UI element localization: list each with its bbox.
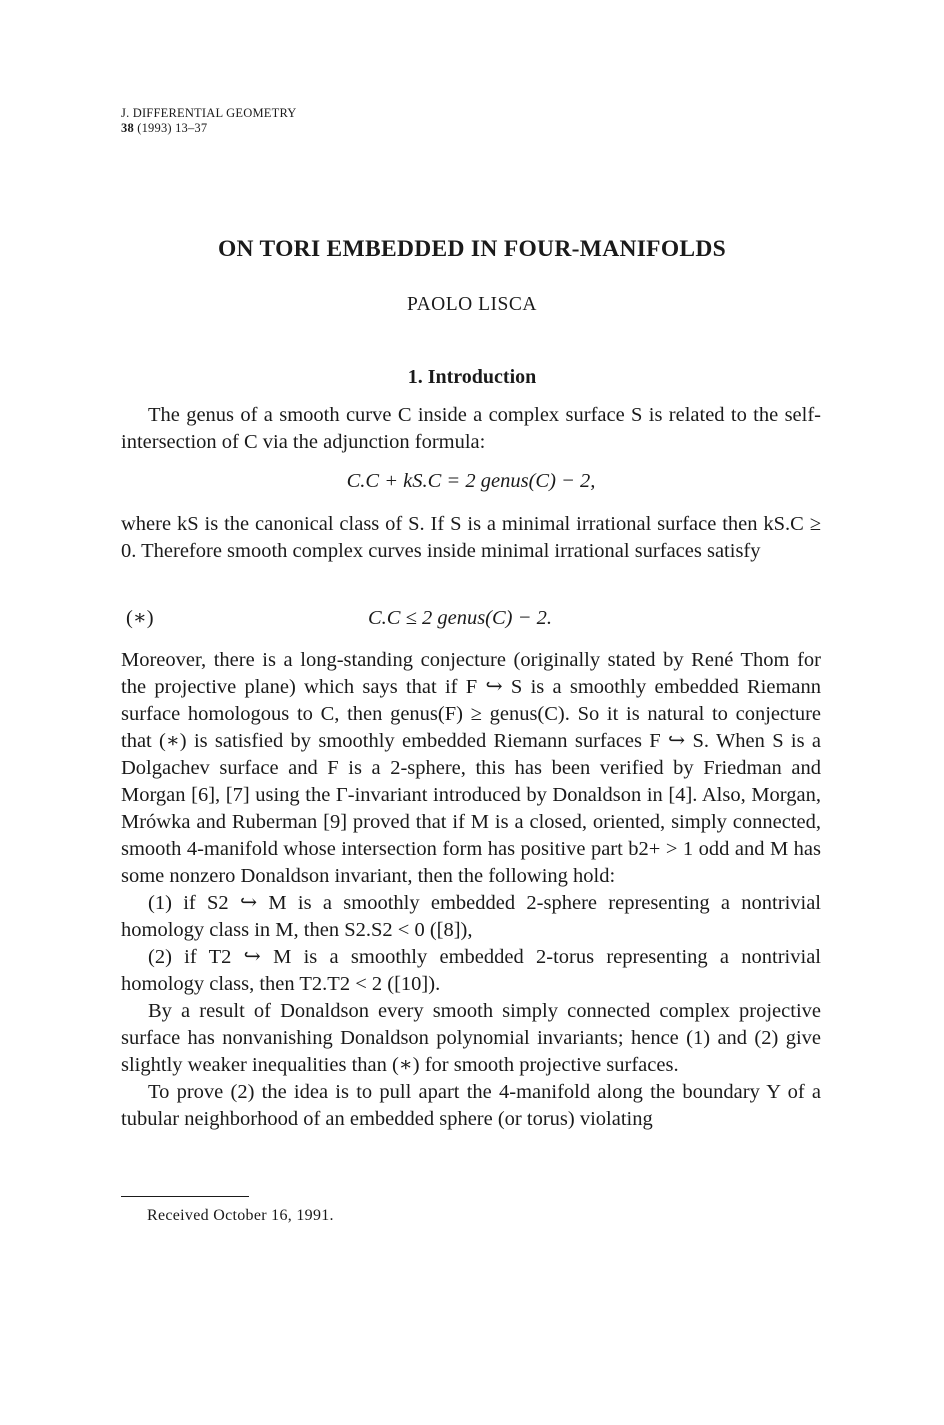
paragraph-1 [121,402,821,456]
equation-adjunction [121,468,821,495]
paragraph-2 [121,511,821,565]
footnote-rule [121,1196,249,1197]
paragraph-3-text: Moreover, there is a long-standing conjecture (originally stated by René Thom for the projective plane) which says that if F ↪ S is a smoothly embedded Riemann surface homologous to C, then genus(F) ≥ genus(C). So it is natural to conjecture that (∗) is satisfied by smoothly embedded Riemann surfaces F ↪ S. When S is a Dolgachev surface and F is a 2-sphere, this has been verified by Friedman and Morgan [6], [7] using the Γ-invariant introduced by Donaldson in [4]. Also, Morgan, Mrówka and Ruberman [9] proved that if M is a closed, oriented, simply connected, smooth 4-manifold whose intersection form has positive part b2+ > 1 odd and M has some nonzero Donaldson invariant, then the following hold: [121,649,821,887]
journal-header [121,106,297,136]
paragraph-4-text: By a result of Donaldson every smooth simply connected complex projective surface has nonvanishing Donaldson polynomial invariants; hence (1) and (2) give slightly weaker inequalities than (∗) for smooth projective surfaces. [121,1000,821,1076]
equation-star-label: (∗) [126,607,154,629]
list-item-1: (1) if S2 ↪ M is a smoothly embedded 2-sphere representing a nontrivial homology class in M, then S2.S2 < 0 ([8]), [121,892,821,941]
paper-author: PAOLO LISCA [407,294,537,315]
paragraph-2-text: where kS is the canonical class of S. If S is a minimal irrational surface then kS.C ≥ 0. Therefore smooth complex curves inside minimal irrational surfaces satisfy [121,513,821,562]
equation-adjunction-text: C.C + kS.C = 2 genus(C) − 2, [346,470,596,492]
paragraph-3 [121,647,821,1133]
paragraph-5-text: To prove (2) the idea is to pull apart the 4-manifold along the boundary Y of a tubular neighborhood of an embedded sphere (or torus) violating [121,1081,821,1130]
paper-title: ON TORI EMBEDDED IN FOUR-MANIFOLDS [217,236,727,262]
section-heading: 1. Introduction [407,366,537,388]
journal-volume: 38 [121,121,134,135]
paragraph-1-text: The genus of a smooth curve C inside a complex surface S is related to the self-intersection of C via the adjunction formula: [121,404,821,453]
journal-volume-line [121,121,297,136]
equation-star [121,605,821,632]
journal-name: J. DIFFERENTIAL GEOMETRY [121,106,297,120]
equation-star-text: C.C ≤ 2 genus(C) − 2. [368,607,552,629]
footnote: Received October 16, 1991. [147,1207,334,1224]
list-item-2: (2) if T2 ↪ M is a smoothly embedded 2-torus representing a nontrivial homology class, then T2.T2 < 2 ([10]). [121,946,821,995]
journal-year-pages: (1993) 13–37 [137,121,208,135]
